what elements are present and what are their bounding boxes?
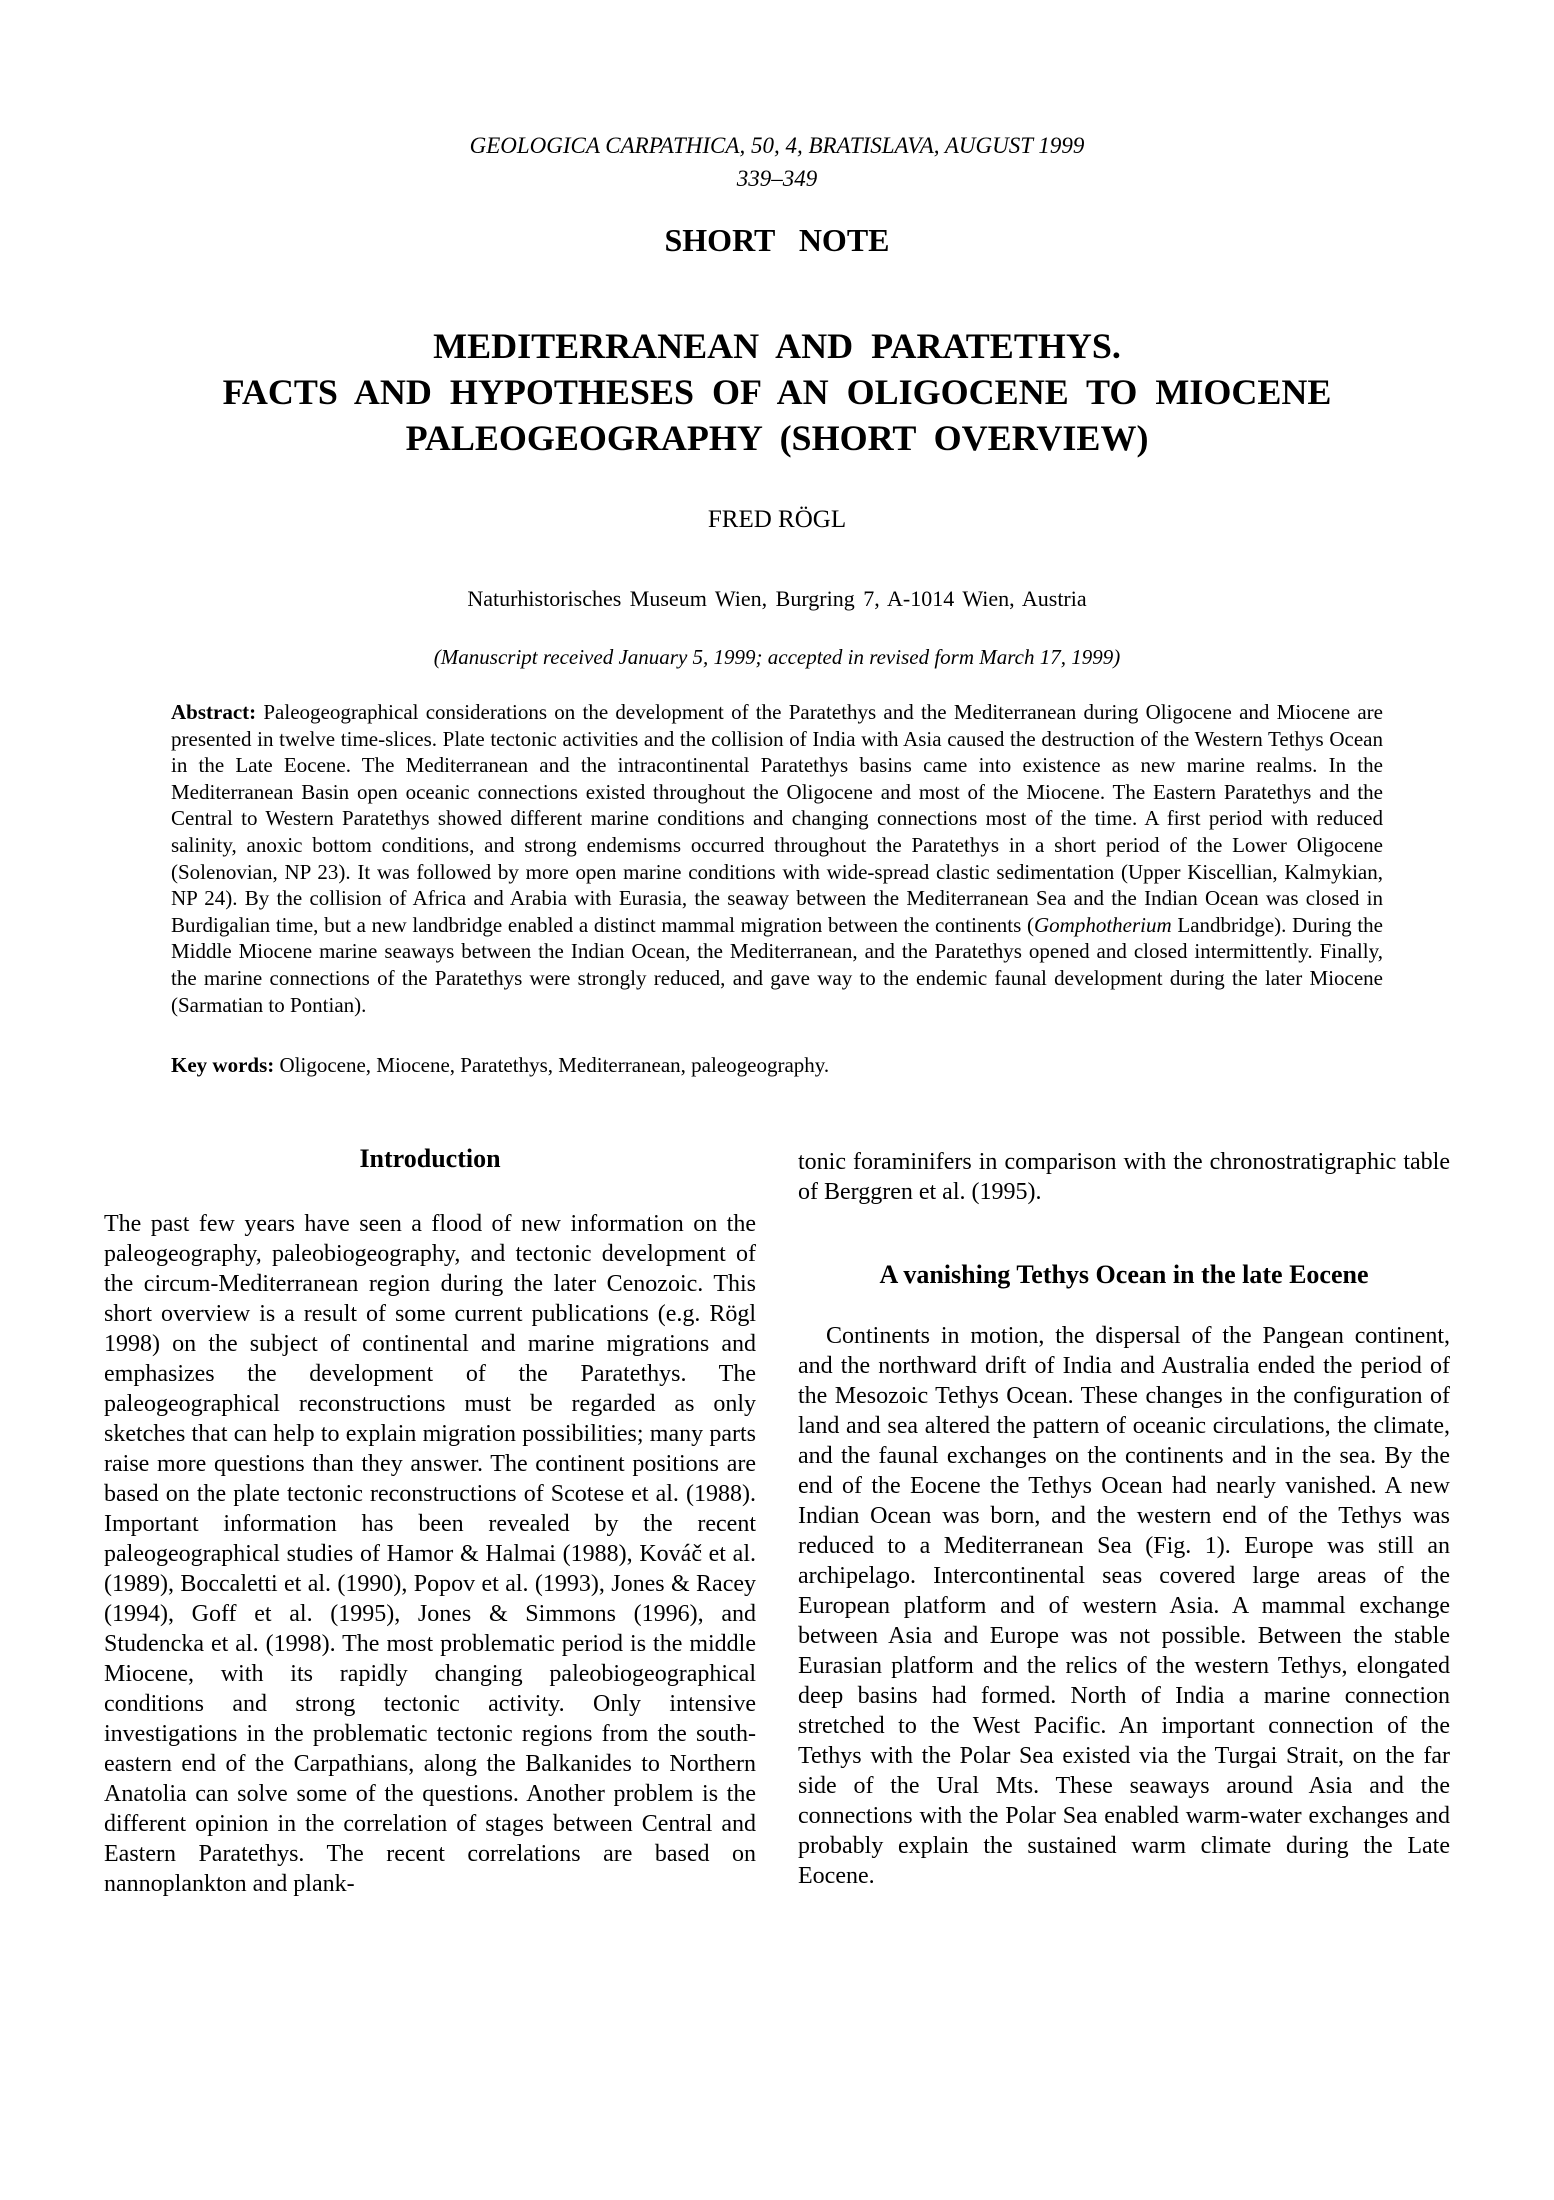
title-line-3: PALEOGEOGRAPHY (SHORT OVERVIEW): [405, 418, 1149, 458]
abstract-text-start: Paleogeographical considerations on the development of the Paratethys and the Mediterranean during Oligocene and Miocene are presented in twelve time-slices. Plate tectonic activities and the collision of India with Asia caused the destruction of the Western Tethys Ocean in the Late Eocene. The Mediterranean and the intracontinental Paratethys basins came into existence as new marine realms. In the Mediterranean Basin open oceanic connections existed throughout the Oligocene and most of the Miocene. The Eastern Paratethys and the Central to Western Paratethys showed different marine conditions and changing connections most of the time. A first period with reduced salinity, anoxic bottom conditions, and strong endemisms occurred throughout the Paratethys in a short period of the Lower Oligocene (Solenovian, NP 23). It was followed by more open marine conditions with wide-spread clastic sedimentation (Upper Kiscellian, Kalmykian, NP 24). By the collision of Africa and Arabia with Eurasia, the seaway between the Mediterranean Sea and the Indian Ocean was closed in Burdigalian time, but a new landbridge enabled a distinct mammal migration between the continents (: [171, 700, 1383, 937]
tethys-paragraph: Continents in motion, the dispersal of the Pangean continent, and the northward drift of India and Australia ended the period of the Mesozoic Tethys Ocean. These changes in the configuration of land and sea altered the pattern of oceanic circulations, the climate, and the faunal exchanges on the continents and in the sea. By the end of the Eocene the Tethys Ocean had nearly vanished. A new Indian Ocean was born, and the western end of the Tethys was reduced to a Mediterranean Sea (Fig. 1). Europe was still an archipelago. Intercontinental seas covered large areas of the European platform and of western Asia. A mammal exchange between Asia and Europe was not possible. Between the stable Eurasian platform and the relics of the western Tethys, elongated deep basins had formed. North of India a marine connection stretched to the West Pacific. An important connection of the Tethys with the Polar Sea existed via the Turgai Strait, on the far side of the Ural Mts. These seaways around Asia and the connections with the Polar Sea enabled warm-water exchanges and probably explain the sustained warm climate during the Late Eocene.: [798, 1322, 1450, 1889]
column-right: [798, 1143, 1450, 1899]
keywords-text: Oligocene, Miocene, Paratethys, Mediterranean, paleogeography.: [274, 1053, 830, 1078]
journal-header: GEOLOGICA CARPATHICA, 50, 4, BRATISLAVA, AUGUST 1999: [469, 133, 1085, 158]
introduction-paragraph: The past few years have seen a flood of new information on the paleogeography, paleobiogeography, and tectonic development of the circum-Mediterranean region during the later Cenozoic. This short overview is a result of some current publications (e.g. Rögl 1998) on the subject of continental and marine migrations and emphasizes the development of the Paratethys. The paleogeographical reconstructions must be regarded as only sketches that can help to explain migration possibilities; many parts raise more questions than they answer. The continent positions are based on the plate tectonic reconstructions of Scotese et al. (1988). Important information has been revealed by the recent paleogeographical studies of Hamor & Halmai (1988), Kováč et al. (1989), Boccaletti et al. (1990), Popov et al. (1993), Jones & Racey (1994), Goff et al. (1995), Jones & Simmons (1996), and Studencka et al. (1998). The most problematic period is the middle Miocene, with its rapidly changing paleobiogeographical conditions and strong tectonic activity. Only intensive investigations in the problematic tectonic regions from the south-eastern end of the Carpathians, along the Balkanides to Northern Anatolia can solve some of the questions. Another problem is the different opinion in the correlation of stages between Central and Eastern Paratethys. The recent correlations are based on nannoplankton and plank-: [104, 1210, 756, 1897]
title-line-1: MEDITERRANEAN AND PARATETHYS.: [433, 326, 1121, 366]
author-name: FRED RÖGL: [707, 506, 847, 533]
author-affiliation: Naturhistorisches Museum Wien, Burgring 7, A-1014 Wien, Austria: [467, 586, 1087, 611]
keywords: [171, 1052, 1383, 1079]
manuscript-note: (Manuscript received January 5, 1999; accepted in revised form March 17, 1999): [433, 645, 1121, 669]
abstract: [171, 699, 1383, 1018]
page-range: 339–349: [736, 166, 818, 191]
introduction-heading: Introduction: [359, 1143, 501, 1173]
abstract-text-end: Landbridge). During the Middle Miocene marine seaways between the Indian Ocean, the Mediterranean, and the Paratethys opened and closed intermittently. Finally, the marine connections of the Paratethys were strongly reduced, and gave way to the endemic faunal development during the later Miocene (Sarmatian to Pontian).: [171, 912, 1383, 1017]
column-left: [104, 1143, 756, 1899]
title-line-2: FACTS AND HYPOTHESES OF AN OLIGOCENE TO MIOCENE: [222, 372, 1332, 412]
short-note-label: SHORT NOTE: [664, 222, 890, 258]
article-title: [0, 323, 1554, 461]
body-columns: [104, 1143, 1450, 1899]
tethys-section-heading: A vanishing Tethys Ocean in the late Eocene: [879, 1259, 1369, 1289]
continuation-paragraph: tonic foraminifers in comparison with the chronostratigraphic table of Berggren et al. (1995).: [798, 1148, 1450, 1205]
abstract-label: Abstract:: [171, 700, 257, 724]
keywords-label: Key words:: [171, 1053, 275, 1078]
genus-name-italic: Gomphotherium: [1034, 912, 1172, 937]
